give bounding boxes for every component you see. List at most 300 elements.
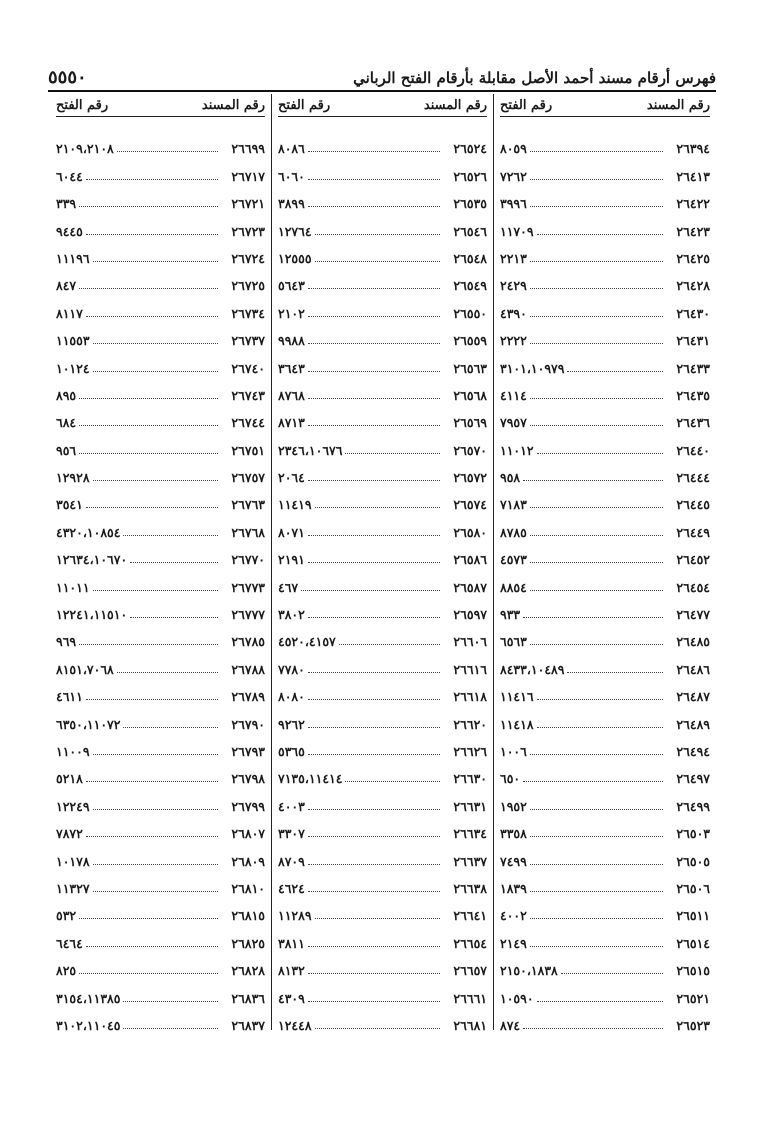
musnad-number: ٢٦٧٤٠ — [231, 360, 265, 376]
fath-number: ١١٤١٩ — [278, 497, 312, 513]
musnad-number: ٢٦٥٩٧ — [453, 607, 487, 623]
musnad-number: ٢٦٧٢٥ — [231, 278, 265, 294]
musnad-number: ٢٦٧٩٩ — [231, 798, 265, 814]
fath-number: ٨٧١٣ — [278, 415, 305, 431]
musnad-number: ٢٦٥٢٤ — [453, 141, 487, 157]
fath-number: ٥٦٤٣ — [278, 278, 305, 294]
fath-number: ٢٣٤٦،١٠٦٧٦ — [278, 442, 343, 458]
musnad-number: ٢٦٦٢٦ — [453, 743, 487, 759]
dot-leader — [93, 863, 218, 865]
dot-leader — [345, 780, 440, 782]
dot-leader — [117, 671, 218, 673]
musnad-number: ٢٦٥٤٨ — [453, 250, 487, 266]
dot-leader — [79, 972, 218, 974]
fath-number: ٨٨٥٤ — [500, 579, 527, 595]
table-row — [56, 841, 265, 868]
musnad-number: ٢٦٥٠٦ — [676, 880, 710, 896]
fath-number: ٣٣٥٨ — [500, 826, 527, 842]
dot-leader — [530, 808, 663, 810]
musnad-number: ٢٦٤٢٥ — [676, 250, 710, 266]
fath-number: ٤٣٩٠ — [500, 305, 527, 321]
dot-leader — [123, 1000, 218, 1002]
dot-leader — [530, 260, 663, 262]
header-fath-label: رقم الفتح — [278, 97, 331, 113]
fath-number: ٨١١٧ — [56, 305, 83, 321]
fath-number: ٧٨٧٢ — [56, 826, 83, 842]
musnad-number: ٢٦٤٣٣ — [676, 360, 710, 376]
musnad-number: ٢٦٧٧٣ — [231, 579, 265, 595]
fath-number: ١٩٥٢ — [500, 798, 527, 814]
table-row — [500, 951, 710, 978]
musnad-number: ٢٦٨٢٨ — [231, 963, 265, 979]
dot-leader — [79, 452, 218, 454]
table-row — [56, 321, 265, 348]
dot-leader — [530, 287, 663, 289]
musnad-number: ٢٦٥٧٢ — [453, 470, 487, 486]
table-row — [56, 814, 265, 841]
table-row — [56, 896, 265, 923]
table-row — [500, 786, 710, 813]
fath-number: ٩٥٦ — [56, 442, 77, 458]
fath-number: ٩٦٩ — [56, 634, 77, 650]
index-table — [48, 94, 716, 1033]
musnad-number: ٢٦٤٣٠ — [676, 305, 710, 321]
dot-leader — [308, 150, 440, 152]
fath-number: ٣١٥٤،١١٣٨٥ — [56, 990, 121, 1006]
table-row — [500, 129, 710, 156]
musnad-number: ٢٦٦١٦ — [453, 661, 487, 677]
musnad-number: ٢٦٤٨٧ — [676, 689, 710, 705]
fath-number: ٢١٩١ — [278, 552, 305, 568]
musnad-number: ٢٦٥١١ — [676, 908, 710, 924]
dot-leader — [308, 753, 440, 755]
dot-leader — [308, 424, 440, 426]
dot-leader — [86, 945, 218, 947]
musnad-number: ٢٦٨٣٧ — [231, 1017, 265, 1033]
dot-leader — [86, 780, 218, 782]
table-row — [500, 512, 710, 539]
fath-number: ٤١١٤ — [500, 387, 527, 403]
fath-number: ١٢٩٢٨ — [56, 470, 90, 486]
dot-leader — [123, 726, 218, 728]
table-row — [500, 156, 710, 183]
dot-leader — [79, 917, 218, 919]
header-musnad-label: رقم المسند — [201, 97, 265, 113]
dot-leader — [537, 698, 663, 700]
fath-number: ١٢٢٤٩ — [56, 798, 90, 814]
fath-number: ٢٤٢٩ — [500, 278, 527, 294]
index-column — [272, 94, 494, 1033]
fath-number: ٥٢١٨ — [56, 771, 83, 787]
dot-leader — [530, 945, 663, 947]
musnad-number: ٢٦٥٨٧ — [453, 579, 487, 595]
table-row — [278, 485, 487, 512]
musnad-number: ٢٦٥٠٣ — [676, 826, 710, 842]
dot-leader — [308, 726, 440, 728]
table-row — [500, 923, 710, 950]
fath-number: ١١٠١٢ — [500, 442, 534, 458]
table-row — [56, 540, 265, 567]
fath-number: ٧٩٥٧ — [500, 415, 527, 431]
fath-number: ١١٣٢٧ — [56, 880, 90, 896]
table-row — [278, 978, 487, 1005]
fath-number: ٦٤٦٤ — [56, 935, 83, 951]
dot-leader — [523, 479, 663, 481]
musnad-number: ٢٦٦٥٤ — [453, 935, 487, 951]
table-row — [278, 732, 487, 759]
fath-number: ٣٨٩٩ — [278, 196, 305, 212]
fath-number: ٥٣٢ — [56, 908, 77, 924]
table-row — [56, 786, 265, 813]
table-row — [278, 677, 487, 704]
table-row — [500, 978, 710, 1005]
dot-leader — [308, 370, 440, 372]
dot-leader — [308, 561, 440, 563]
table-row — [500, 869, 710, 896]
dot-leader — [308, 178, 440, 180]
table-row — [500, 239, 710, 266]
fath-number: ٨٠٧١ — [278, 524, 305, 540]
table-row — [56, 704, 265, 731]
table-row — [500, 348, 710, 375]
fath-number: ٥٣٦٥ — [278, 743, 305, 759]
table-row — [500, 485, 710, 512]
table-row — [56, 622, 265, 649]
table-row — [56, 978, 265, 1005]
musnad-number: ٢٦٥٤٦ — [453, 223, 487, 239]
dot-leader — [86, 698, 218, 700]
musnad-number: ٢٦٥١٤ — [676, 935, 710, 951]
dot-leader — [308, 616, 440, 618]
dot-leader — [86, 506, 218, 508]
fath-number: ٤٦٢٤ — [278, 880, 305, 896]
musnad-number: ٢٦٤٨٥ — [676, 634, 710, 650]
fath-number: ٣٣٩ — [56, 196, 77, 212]
table-row — [278, 321, 487, 348]
fath-number: ٨٤٧ — [56, 278, 77, 294]
table-row — [56, 512, 265, 539]
dot-leader — [308, 972, 440, 974]
dot-leader — [79, 287, 218, 289]
table-row — [500, 403, 710, 430]
table-row — [500, 814, 710, 841]
musnad-number: ٢٦٥٦٨ — [453, 387, 487, 403]
musnad-number: ٢٦٧٥٧ — [231, 470, 265, 486]
fath-number: ٣٩٩٦ — [500, 196, 527, 212]
fath-number: ٢٢٢٢ — [500, 333, 527, 349]
table-row — [278, 266, 487, 293]
table-row — [500, 677, 710, 704]
musnad-number: ٢٦٧٢٣ — [231, 223, 265, 239]
fath-number: ٤٥٧٣ — [500, 552, 527, 568]
dot-leader — [86, 233, 218, 235]
musnad-number: ٢٦٧٨٥ — [231, 634, 265, 650]
musnad-number: ٢٦٥٤٩ — [453, 278, 487, 294]
table-row — [500, 896, 710, 923]
fath-number: ٣٣٠٧ — [278, 826, 305, 842]
table-row — [500, 567, 710, 594]
table-row — [500, 540, 710, 567]
header-musnad-label: رقم المسند — [646, 97, 710, 113]
fath-number: ٢١٤٩ — [500, 935, 527, 951]
musnad-number: ٢٦٥٧٠ — [453, 442, 487, 458]
musnad-number: ٢٦٦٣٤ — [453, 826, 487, 842]
table-row — [56, 677, 265, 704]
fath-number: ٦٨٤ — [56, 415, 77, 431]
musnad-number: ٢٦٧٦٨ — [231, 524, 265, 540]
musnad-number: ٢٦٧٢١ — [231, 196, 265, 212]
fath-number: ٩٣٣ — [500, 607, 521, 623]
fath-number: ١١٤١٨ — [500, 716, 534, 732]
table-row — [278, 649, 487, 676]
table-row — [56, 129, 265, 156]
musnad-number: ٢٦٧٤٣ — [231, 387, 265, 403]
fath-number: ١٠١٧٨ — [56, 853, 90, 869]
table-row — [278, 239, 487, 266]
dot-leader — [123, 534, 218, 536]
dot-leader — [523, 1027, 663, 1029]
fath-number: ٧١٣٥،١١٤١٤ — [278, 771, 343, 787]
table-row — [278, 376, 487, 403]
musnad-number: ٢٦٦٠٦ — [453, 634, 487, 650]
musnad-number: ٢٦٤٩٧ — [676, 771, 710, 787]
table-row — [500, 622, 710, 649]
table-row — [56, 458, 265, 485]
musnad-number: ٢٦٤٣٦ — [676, 415, 710, 431]
musnad-number: ٢٦٧٤٤ — [231, 415, 265, 431]
musnad-number: ٢٦٤٤٤ — [676, 470, 710, 486]
musnad-number: ٢٦٨٠٩ — [231, 853, 265, 869]
table-row — [500, 321, 710, 348]
musnad-number: ٢٦٧١٧ — [231, 168, 265, 184]
musnad-number: ٢٦٦١٨ — [453, 689, 487, 705]
musnad-number: ٢٦٤٤٩ — [676, 524, 710, 540]
table-row — [500, 1006, 710, 1033]
musnad-number: ٢٦٦٦١ — [453, 990, 487, 1006]
musnad-number: ٢٦٤٢٨ — [676, 278, 710, 294]
column-header — [500, 94, 710, 117]
dot-leader — [567, 370, 663, 372]
dot-leader — [93, 753, 218, 755]
dot-leader — [530, 506, 663, 508]
musnad-number: ٢٦٦٣١ — [453, 798, 487, 814]
table-row — [278, 184, 487, 211]
fath-number: ٨١٣٢ — [278, 963, 305, 979]
musnad-number: ٢٦٦٥٧ — [453, 963, 487, 979]
fath-number: ١٠١٢٤ — [56, 360, 90, 376]
dot-leader — [308, 205, 440, 207]
fath-number: ٩٤٤٥ — [56, 223, 83, 239]
dot-leader — [117, 150, 218, 152]
musnad-number: ٢٦٨٢٥ — [231, 935, 265, 951]
dot-leader — [523, 616, 663, 618]
dot-leader — [530, 342, 663, 344]
musnad-number: ٢٦٧٥١ — [231, 442, 265, 458]
table-row — [56, 1006, 265, 1033]
musnad-number: ٢٦٦٩٩ — [231, 141, 265, 157]
table-row — [500, 430, 710, 457]
dot-leader — [523, 780, 663, 782]
column-rows — [278, 129, 487, 1033]
fath-number: ١٢٥٥٥ — [278, 250, 312, 266]
table-row — [500, 266, 710, 293]
fath-number: ١٢٦٣٤،١٠٦٧٠ — [56, 552, 128, 568]
dot-leader — [315, 1027, 440, 1029]
table-row — [500, 376, 710, 403]
fath-number: ١١١٩٦ — [56, 250, 90, 266]
musnad-number: ٢٦٧٧٧ — [231, 607, 265, 623]
musnad-number: ٢٦٦٨١ — [453, 1017, 487, 1033]
fath-number: ٣٨٠٢ — [278, 607, 305, 623]
musnad-number: ٢٦٣٩٤ — [676, 141, 710, 157]
table-row — [56, 595, 265, 622]
musnad-number: ٢٦٧٢٤ — [231, 250, 265, 266]
table-row — [278, 211, 487, 238]
musnad-number: ٢٦٧٧٠ — [231, 552, 265, 568]
dot-leader — [537, 233, 663, 235]
table-row — [56, 211, 265, 238]
dot-leader — [93, 370, 218, 372]
table-row — [278, 567, 487, 594]
header-fath-label: رقم الفتح — [500, 97, 553, 113]
musnad-number: ٢٦٧٦٣ — [231, 497, 265, 513]
fath-number: ٧٢٦٢ — [500, 168, 527, 184]
table-row — [278, 814, 487, 841]
dot-leader — [93, 589, 218, 591]
table-row — [278, 293, 487, 320]
fath-number: ٣٥٤١ — [56, 497, 83, 513]
dot-leader — [315, 917, 440, 919]
table-row — [56, 184, 265, 211]
index-column — [494, 94, 716, 1033]
musnad-number: ٢٦٧٩٨ — [231, 771, 265, 787]
dot-leader — [308, 397, 440, 399]
musnad-number: ٢٦٧٩٠ — [231, 716, 265, 732]
dot-leader — [123, 1027, 218, 1029]
musnad-number: ٢٦٧٩٣ — [231, 743, 265, 759]
dot-leader — [301, 589, 440, 591]
table-row — [278, 622, 487, 649]
musnad-number: ٢٦٥٨٦ — [453, 552, 487, 568]
dot-leader — [308, 287, 440, 289]
dot-leader — [93, 890, 218, 892]
table-row — [278, 129, 487, 156]
musnad-number: ٢٦٥٠٥ — [676, 853, 710, 869]
fath-number: ٤٦١١ — [56, 689, 83, 705]
fath-number: ٢٢١٣ — [500, 250, 527, 266]
musnad-number: ٢٦٤٢٣ — [676, 223, 710, 239]
dot-leader — [79, 424, 218, 426]
dot-leader — [530, 561, 663, 563]
dot-leader — [308, 342, 440, 344]
dot-leader — [130, 616, 218, 618]
fath-number: ١١٠٠٩ — [56, 743, 90, 759]
table-row — [500, 732, 710, 759]
dot-leader — [530, 424, 663, 426]
dot-leader — [308, 671, 440, 673]
dot-leader — [315, 506, 440, 508]
fath-number: ٢١٠٢ — [278, 305, 305, 321]
fath-number: ٦٥٠ — [500, 771, 521, 787]
fath-number: ٢١٠٩،٢١٠٨ — [56, 141, 114, 157]
musnad-number: ٢٦٥٦٩ — [453, 415, 487, 431]
fath-number: ٤٣٢٠،١٠٨٥٤ — [56, 524, 121, 540]
musnad-number: ٢٦٦٣٨ — [453, 880, 487, 896]
fath-number: ١٢٤٤٨ — [278, 1017, 312, 1033]
header-fath-label: رقم الفتح — [56, 97, 109, 113]
musnad-number: ٢٦٤١٣ — [676, 168, 710, 184]
fath-number: ٨٧٠٩ — [278, 853, 305, 869]
table-row — [500, 595, 710, 622]
table-row — [56, 403, 265, 430]
dot-leader — [308, 945, 440, 947]
table-row — [56, 759, 265, 786]
fath-number: ٦٠٦٠ — [278, 168, 305, 184]
dot-leader — [93, 479, 218, 481]
dot-leader — [530, 205, 663, 207]
column-rows — [500, 129, 710, 1033]
musnad-number: ٢٦٤٥٢ — [676, 552, 710, 568]
fath-number: ٣٨١١ — [278, 935, 305, 951]
musnad-number: ٢٦٤٤٥ — [676, 497, 710, 513]
dot-leader — [561, 972, 663, 974]
dot-leader — [308, 835, 440, 837]
fath-number: ٧١٨٣ — [500, 497, 527, 513]
table-row — [56, 923, 265, 950]
table-row — [56, 485, 265, 512]
fath-number: ١٢٧٦٤ — [278, 223, 312, 239]
dot-leader — [530, 835, 663, 837]
dot-leader — [530, 917, 663, 919]
fath-number: ١٨٣٩ — [500, 880, 527, 896]
table-row — [278, 403, 487, 430]
table-row — [56, 951, 265, 978]
dot-leader — [315, 260, 440, 262]
table-row — [278, 759, 487, 786]
table-row — [500, 458, 710, 485]
musnad-number: ٢٦٥٣٥ — [453, 196, 487, 212]
fath-number: ٢٠٦٤ — [278, 470, 305, 486]
table-row — [278, 348, 487, 375]
dot-leader — [79, 205, 218, 207]
musnad-number: ٢٦٧٨٨ — [231, 661, 265, 677]
musnad-number: ٢٦٦٤١ — [453, 908, 487, 924]
fath-number: ٣١٠١،١٠٩٧٩ — [500, 360, 565, 376]
fath-number: ٧٤٩٩ — [500, 853, 527, 869]
table-row — [278, 923, 487, 950]
musnad-number: ٢٦٤٨٩ — [676, 716, 710, 732]
musnad-number: ٢٦٨١٠ — [231, 880, 265, 896]
column-header — [56, 94, 265, 117]
dot-leader — [79, 397, 218, 399]
fath-number: ٩٢٦٢ — [278, 716, 305, 732]
dot-leader — [530, 534, 663, 536]
dot-leader — [86, 315, 218, 317]
dot-leader — [308, 479, 440, 481]
index-column — [50, 94, 272, 1033]
table-row — [500, 704, 710, 731]
fath-number: ٨٤٣٣،١٠٤٨٩ — [500, 661, 565, 677]
musnad-number: ٢٦٤٣٥ — [676, 387, 710, 403]
dot-leader — [537, 1000, 663, 1002]
table-row — [56, 649, 265, 676]
fath-number: ٣٦٤٣ — [278, 360, 305, 376]
musnad-number: ٢٦٦٢٠ — [453, 716, 487, 732]
dot-leader — [308, 890, 440, 892]
dot-leader — [86, 835, 218, 837]
page-number: ٥٥٥٠ — [48, 67, 87, 88]
dot-leader — [308, 863, 440, 865]
